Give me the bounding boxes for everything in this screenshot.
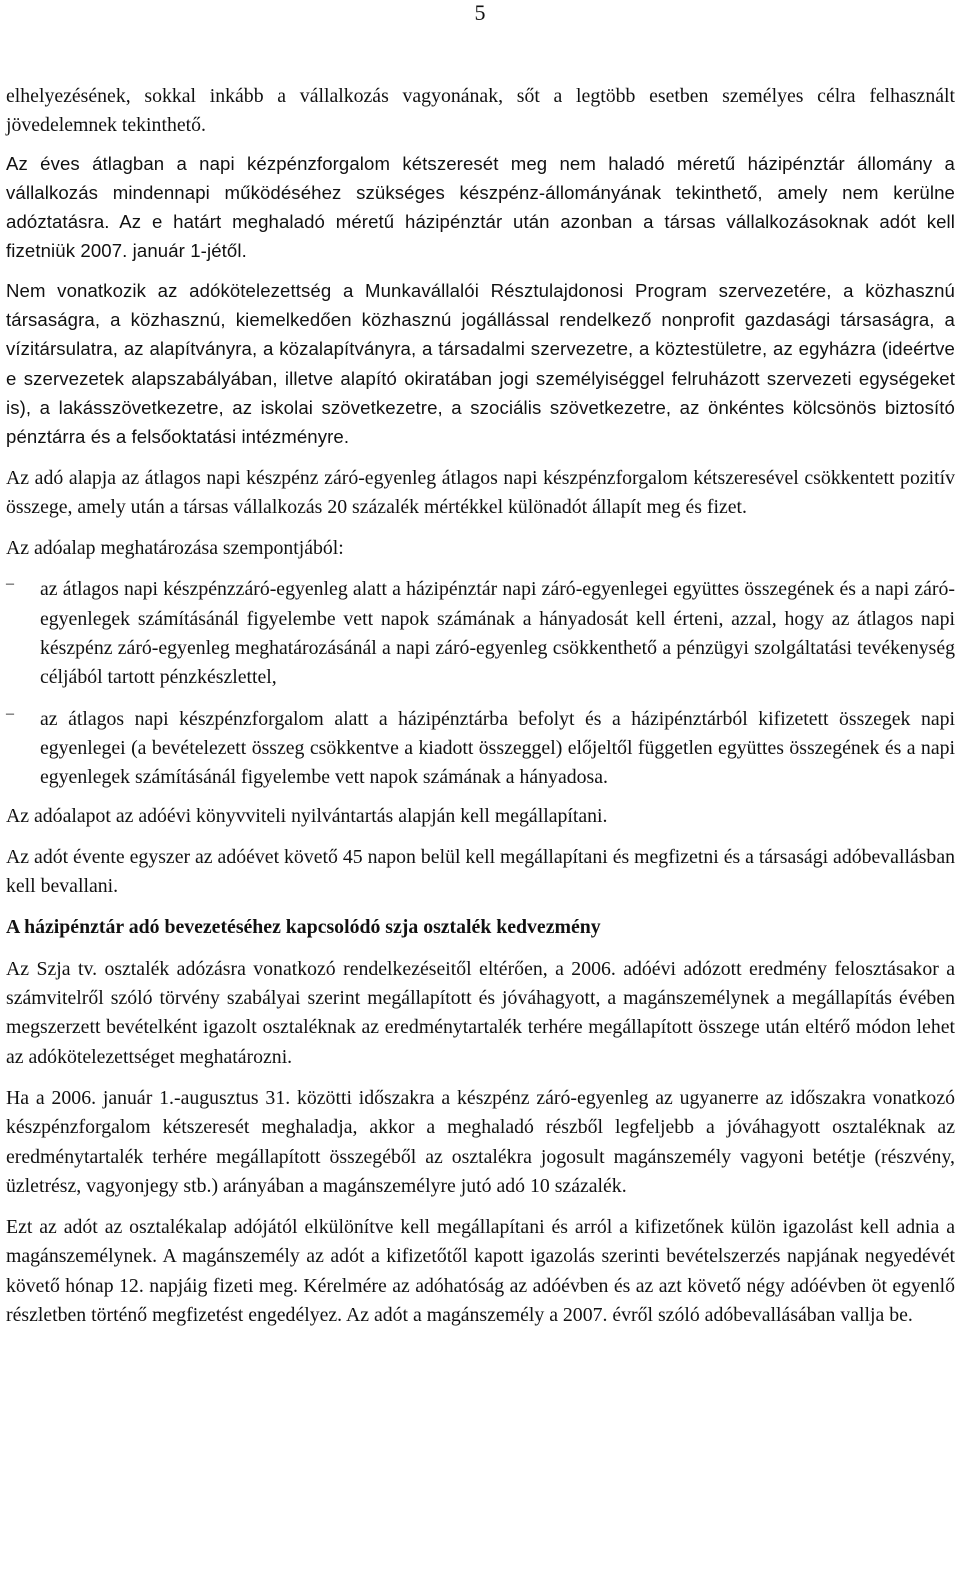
list-item-text: az átlagos napi készpénzforgalom alatt a házipénztárba befolyt és a házipénztárból kifizetett összegek napi egyenlegei (a bevételezett összeg csökkentve a kiadott összeggel) előjeltől független együttes összegének és a napi egyenlegek számításánál figyelembe vett napok számának a hányadosa. — [40, 707, 955, 789]
paragraph-deadline: Az adót évente egyszer az adóévet követő 45 napon belül kell megállapítani és megfizetni és a társasági adóbevallásban kell bevallani. — [6, 845, 955, 898]
paragraph-tax-base: Az adó alapja az átlagos napi készpénz záró-egyenleg átlagos napi készpénzforgalom kétszeresével csökkentett pozitív összege, amely után a társas vállalkozás 20 százalék mértékkel különadót állapít meg és fizet. — [6, 466, 955, 518]
paragraph-tax-base-intro: Az adóalap meghatározása szempontjából: — [6, 537, 344, 560]
list-item — [6, 705, 955, 793]
paragraph-records: Az adóalapot az adóévi könyvviteli nyilvántartás alapján kell megállapítani. — [6, 804, 608, 827]
list-item-text: az átlagos napi készpénzzáró-egyenleg alatt a házipénztár napi záró-egyenlegei együttes összegének és a napi záró-egyenlegek számításánál figyelembe vett napok számának a hányadosát kell érteni, azzal, hogy az átlagos napi készpénz záró-egyenleg meghatározásánál a napi záró-egyenleg csökkenthető a pénzügyi szolgáltatási tevékenység céljából tartott pénzkészlettel, — [40, 578, 955, 689]
dash-bullet: – — [6, 575, 14, 593]
dash-bullet: – — [6, 704, 14, 722]
list-item — [6, 575, 955, 692]
paragraph-payment: Ezt az adót az osztalékalap adójától elkülönítve kell megállapítani és arról a kifizetőnek külön igazolást kell adnia a magánszemélynek. A magánszemély az adót a kifizetőtől kapott igazolás szerinti bevételszerzés napjának negyedévét követő hónap 12. napjáig fizeti meg. Kérelmére az adóhatóság az adóévben és az azt követő négy adóévben öt egyenlő részletben történő megfizetést engedélyez. Az adót a magánszemély a 2007. évről szóló adóbevallásában vallja be. — [6, 1216, 955, 1326]
document-body — [6, 82, 955, 1330]
paragraph-dividend: Az Szja tv. osztalék adózásra vonatkozó rendelkezéseitől eltérően, a 2006. adóévi adózott eredmény felosztásakor a számvitelről szóló törvény szabályai szerint megállapított és jóváhagyott, a magánszemélynek a megállapítás évében megszerzett bevételként igazolt osztaléknak az eredménytartalék terhére megállapított összege után eltérő módon lehet az adókötelezettséget meghatározni. — [6, 957, 955, 1068]
section-heading: A házipénztár adó bevezetéséhez kapcsolódó szja osztalék kedvezmény — [6, 916, 601, 939]
paragraph-period: Ha a 2006. január 1.-augusztus 31. közötti időszakra a készpénz záró-egyenleg az ugyanerre az időszakra vonatkozó készpénzforgalom kétszeresét meghaladja, akkor a meghaladó részből legfeljebb a jóváhagyott osztaléknak az eredménytartalék terhére megállapított összegéből az osztalékra jogosult magánszemély vagyoni betétje (részvény, üzletrész, vagyonjegy stb.) arányában a magánszemélyre jutó adó 10 százalék. — [6, 1086, 955, 1197]
page-number: 5 — [474, 0, 486, 25]
paragraph-exemptions: Nem vonatkozik az adókötelezettség a Munkavállalói Résztulajdonosi Program szervezetére, a közhasznú társaságra, a közhasznú, kiemelkedően közhasznú jogállással rendelkező nonprofit gazdasági társaságra, a vízitársulatra, az alapítványra, a közalapítványra, a társadalmi szervezetre, a köztestületre, az egyházra (ideértve e szervezetek alapszabályában, illetve alapító okiratában jogi személyiséggel felruházott szervezeti egységeket is), a lakásszövetkezetre, az iskolai szövetkezetre, a szociális szövetkezetre, az önkéntes kölcsönös biztosító pénztárra és a felsőoktatási intézményre. — [6, 279, 955, 448]
paragraph-intro-continued: elhelyezésének, sokkal inkább a vállalkozás vagyonának, sőt a legtöbb esetben személyes célra felhasznált jövedelemnek tekinthető. — [6, 85, 955, 137]
paragraph-cash-threshold: Az éves átlagban a napi kézpénzforgalom kétszeresét meg nem haladó méretű házipénztár állomány a vállalkozás mindennapi működéséhez szükséges készpénz-állományának tekinthető, amely nem kerülne adóztatásra. Az e határt meghaladó méretű házipénztár után azonban a társas vállalkozásoknak adót kell fizetniük 2007. január 1-jétől. — [6, 152, 955, 262]
